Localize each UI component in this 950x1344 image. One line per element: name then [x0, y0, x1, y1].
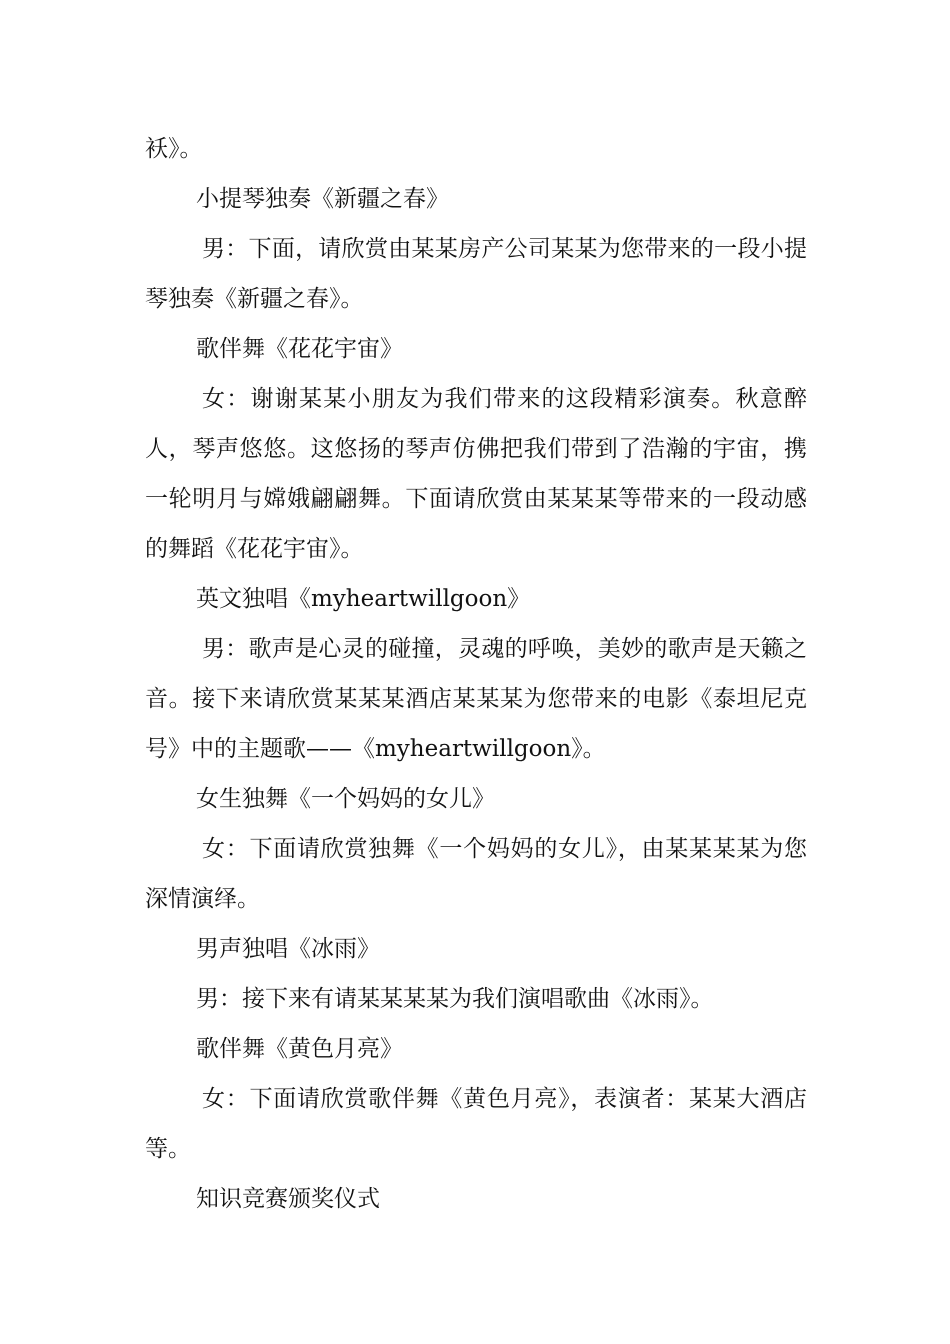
program-title-girl-solo-dance: 女生独舞《一个妈妈的女儿》 — [196, 786, 495, 812]
program-title-award-ceremony: 知识竞赛颁奖仪式 — [196, 1186, 380, 1212]
host-speech-male-2: 男：歌声是心灵的碰撞，灵魂的呼唤，美妙的歌声是天籁之音。接下来请欣赏某某某酒店某某某为您带来的电影《泰坦尼克号》中的主题歌——《myheartwillgoon》。 — [145, 636, 807, 762]
paragraph-continuation: 袄》。 — [145, 136, 203, 162]
host-speech-female-2: 女：下面请欣赏独舞《一个妈妈的女儿》，由某某某某为您深情演绎。 — [145, 836, 807, 912]
host-speech-female-1: 女：谢谢某某小朋友为我们带来的这段精彩演奏。秋意醉人，琴声悠悠。这悠扬的琴声仿佛把我们带到了浩瀚的宇宙，携一轮明月与嫦娥翩翩舞。下面请欣赏由某某某等带来的一段动感的舞蹈《花花宇宙》。 — [145, 386, 807, 562]
program-title-song-dance-moon: 歌伴舞《黄色月亮》 — [196, 1036, 403, 1062]
host-speech-male-3: 男：接下来有请某某某某为我们演唱歌曲《冰雨》。 — [196, 986, 714, 1012]
program-title-male-solo: 男声独唱《冰雨》 — [196, 936, 380, 962]
program-title-english-solo: 英文独唱《myheartwillgoon》 — [196, 586, 531, 612]
host-speech-male-1: 男：下面，请欣赏由某某房产公司某某为您带来的一段小提琴独奏《新疆之春》。 — [145, 236, 807, 312]
program-title-song-dance-universe: 歌伴舞《花花宇宙》 — [196, 336, 403, 362]
document-body — [145, 124, 807, 1224]
program-title-violin-solo: 小提琴独奏《新疆之春》 — [196, 186, 449, 212]
host-speech-female-3: 女：下面请欣赏歌伴舞《黄色月亮》，表演者：某某大酒店等。 — [145, 1086, 807, 1162]
